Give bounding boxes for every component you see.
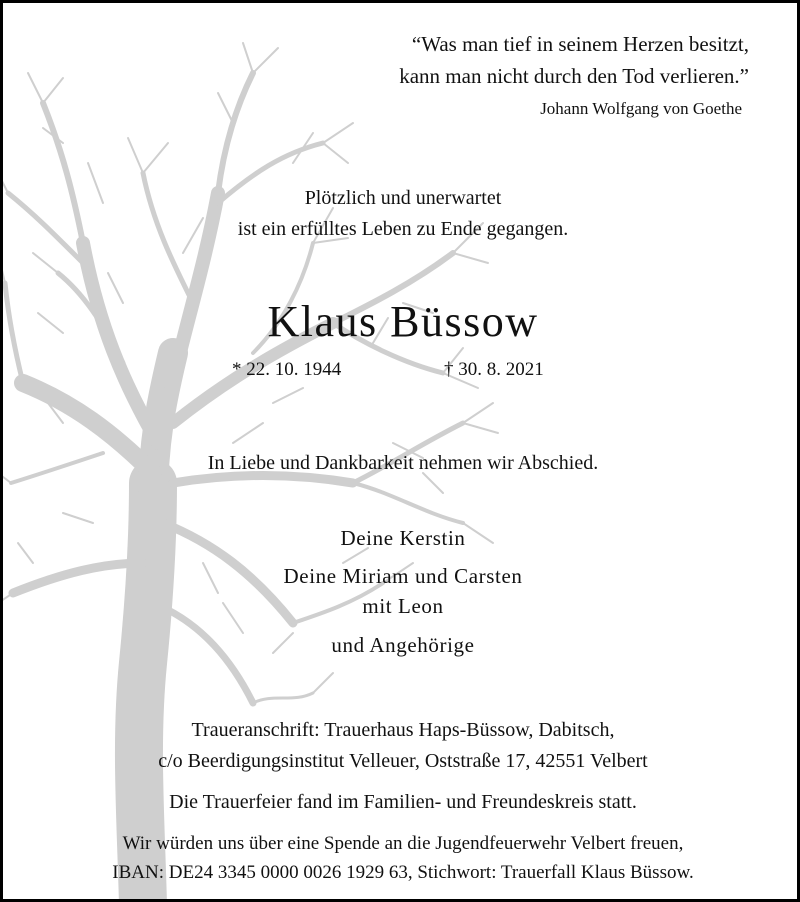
quote-line-2: kann man nicht durch den Tod verlieren.” <box>399 64 749 88</box>
deceased-name: Klaus Büssow <box>267 297 539 346</box>
donation-line-2: IBAN: DE24 3345 0000 0026 1929 63, Stichwort: Trauerfall Klaus Büssow. <box>112 862 694 883</box>
intro-line-1: Plötzlich und unerwartet <box>304 187 502 209</box>
quote-author: Johann Wolfgang von Goethe <box>540 99 742 118</box>
mourner-leon: mit Leon <box>362 594 444 618</box>
birth-date: * 22. 10. 1944 <box>232 359 342 380</box>
farewell-text: In Liebe und Dankbarkeit nehmen wir Abschied. <box>207 452 599 474</box>
address-line-2: c/o Beerdigungsinstitut Velleuer, Oststraße 17, 42551 Velbert <box>158 750 648 772</box>
quote-line-1: “Was man tief in seinem Herzen besitzt, <box>411 32 749 56</box>
address-line-1: Traueranschrift: Trauerhaus Haps-Büssow, Dabitsch, <box>191 719 615 741</box>
intro-line-2: ist ein erfülltes Leben zu Ende gegangen. <box>237 218 569 240</box>
donation-line-1: Wir würden uns über eine Spende an die Jugendfeuerwehr Velbert freuen, <box>122 833 684 854</box>
mourner-relatives: und Angehörige <box>331 633 475 657</box>
ceremony-note: Die Trauerfeier fand im Familien- und Freundeskreis statt. <box>169 791 637 813</box>
mourner-miriam-carsten: Deine Miriam und Carsten <box>283 564 523 588</box>
death-date: † 30. 8. 2021 <box>444 359 544 380</box>
mourner-kerstin: Deine Kerstin <box>340 526 466 550</box>
